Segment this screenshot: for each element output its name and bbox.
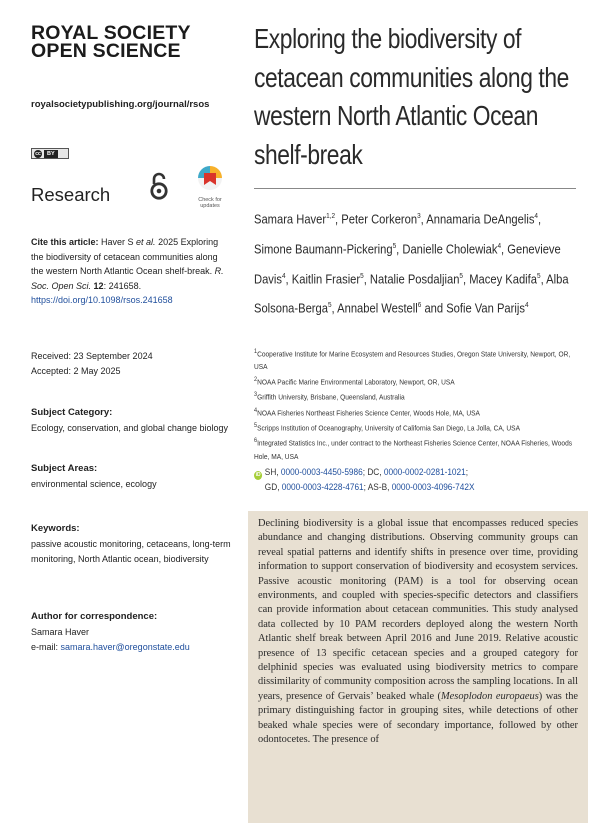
citation-journal: R. Soc. Open Sci. <box>31 266 224 291</box>
correspondence-email-line <box>31 640 236 655</box>
orcid-list: iD SH, 0000-0003-4450-5986; DC, 0000-0002-0281-1021; GD, 0000-0003-4228-4761; AS-B, 0000-0003-4096-742X <box>255 467 475 492</box>
journal-logo <box>31 24 231 60</box>
affiliation-number: 3 <box>254 391 258 399</box>
affiliation-item <box>254 435 576 463</box>
accepted-date: Accepted: 2 May 2025 <box>31 366 121 376</box>
author-name: Alba Solsona-Berga <box>254 270 569 316</box>
subject-category-label: Subject Category: <box>31 407 113 418</box>
dates-block <box>31 349 153 379</box>
citation-article-no: : 241658. <box>103 280 142 291</box>
author-list: Samara Haver$^{1,2}$, Peter Corkeron$^3$, Annamaria DeAngelis$^4$, Simone Baumann-Pickering$^5$, Danielle Cholewiak$^4$, Genevieve Davis$^4$, Kaitlin Frasier$^5$, Natalie Posdaljian$^5$, Macey Kadifa$^5$, Alba Solsona-Berga$^5$, Annabel Westell$^6$ and Sofie Van Parijs$^4$ <box>254 211 569 316</box>
citation-text-b: 2025 Exploring the biodiversity of cetacean communities along the western North Atlantic Ocean shelf-break. <box>31 237 219 276</box>
subject-areas-label: Subject Areas: <box>31 463 98 474</box>
affiliation-text: NOAA Fisheries Northeast Fisheries Science Center, Woods Hole, MA, USA <box>257 408 480 418</box>
cc-license-badge[interactable] <box>31 148 69 159</box>
author-name: Macey Kadifa <box>469 270 537 286</box>
citation-et-al: et al. <box>136 237 156 247</box>
affiliation-item <box>254 374 576 389</box>
citation-doi-link[interactable]: https://doi.org/10.1098/rsos.241658 <box>31 295 173 305</box>
citation-volume: 12 <box>93 280 104 291</box>
affiliation-number: 4 <box>254 406 258 414</box>
subject-areas-block <box>31 461 236 492</box>
author-name: Annamaria DeAngelis <box>426 211 535 227</box>
author-affiliation-marker: 5 <box>360 270 364 280</box>
orcid-icon: iD <box>255 472 261 478</box>
journal-name-line2: OPEN SCIENCE <box>31 40 181 62</box>
correspondence-email-link[interactable]: samara.haver@oregonstate.edu <box>60 642 190 652</box>
orcid-initials: AS-B <box>367 482 388 492</box>
received-date: Received: 23 September 2024 <box>31 351 153 361</box>
affiliation-number: 5 <box>254 421 258 429</box>
author-name: Genevieve Davis <box>254 241 561 286</box>
author-name: and Sofie Van Parijs <box>424 300 525 316</box>
author-affiliation-marker: 4 <box>281 270 286 280</box>
author-affiliation-marker: 5 <box>327 300 332 310</box>
author-affiliation-marker: 5 <box>536 270 541 280</box>
correspondence-name: Samara Haver <box>31 627 90 637</box>
affiliation-item <box>254 420 576 435</box>
affiliation-item <box>254 389 576 404</box>
affiliation-text: NOAA Pacific Marine Environmental Laboratory, Newport, OR, USA <box>257 377 455 387</box>
citation-text-a: Haver S <box>98 237 137 247</box>
journal-name-line1: ROYAL SOCIETY <box>31 22 191 44</box>
article-title: Exploring the biodiversity of cetacean communities along the western North Atlantic Ocean shelf-break <box>254 23 569 170</box>
cc-by-label: BY <box>44 150 58 158</box>
affiliation-number: 1 <box>254 348 258 355</box>
affiliation-item <box>254 346 576 374</box>
affiliation-list <box>254 346 576 463</box>
orcid-link[interactable]: 0000-0003-4450-5986 <box>280 467 363 477</box>
abstract-box <box>248 511 588 823</box>
author-name: Samara Haver <box>254 211 327 227</box>
subject-areas-value: environmental science, ecology <box>31 479 157 489</box>
author-affiliation-marker: 1,2 <box>326 211 336 220</box>
citation-label: Cite this article: <box>31 237 99 247</box>
affiliation-text: Scripps Institution of Oceanography, University of California San Diego, La Jolla, CA, USA <box>257 423 520 433</box>
affiliation-item <box>254 405 576 420</box>
author-name: Peter Corkeron <box>341 211 418 227</box>
subject-category-block <box>31 405 236 436</box>
author-affiliation-marker: 4 <box>524 300 529 310</box>
orcid-initials: DC <box>367 467 380 477</box>
author-affiliation-marker: 5 <box>392 240 397 250</box>
affiliation-text: Griffith University, Brisbane, Queensland, Australia <box>257 392 405 402</box>
abstract-text-b: ) was the primary distinguishing factor in grouping sites, while detections of other beaked whale species were of secondary importance, followed by other odontocetes. The presence of <box>258 690 579 746</box>
keywords-label: Keywords: <box>31 523 80 534</box>
orcid-link[interactable]: 0000-0003-4096-742X <box>391 482 475 492</box>
citation-block <box>31 235 231 308</box>
affiliation-number: 6 <box>254 437 258 445</box>
author-affiliation-marker: 6 <box>417 300 422 310</box>
author-affiliation-marker: 4 <box>534 211 539 220</box>
subject-category-value: Ecology, conservation, and global change biology <box>31 423 228 433</box>
check-for-updates-text: Check for updates <box>198 197 222 209</box>
keywords-block <box>31 521 231 567</box>
author-name: Danielle Cholewiak <box>402 241 498 257</box>
affiliation-text: Integrated Statistics Inc., under contract to the Northeast Fisheries Science Center, NOAA Fisheries, Woods Hole, MA, USA <box>254 438 573 461</box>
keywords-value: passive acoustic monitoring, cetaceans, long-term monitoring, North Atlantic ocean, biodiversity <box>31 539 231 564</box>
abstract-species: Mesoplodon europaeus <box>441 690 539 702</box>
affiliation-text: Cooperative Institute for Marine Ecosystem and Resources Studies, Oregon State University, Newport, OR, USA <box>254 349 571 372</box>
cc-icon: cc <box>35 150 41 157</box>
check-for-updates-badge[interactable] <box>190 165 230 209</box>
orcid-link[interactable]: 0000-0002-0281-1021 <box>383 467 466 477</box>
author-affiliation-marker: 3 <box>417 211 421 220</box>
orcid-link[interactable]: 0000-0003-4228-4761 <box>281 482 364 492</box>
author-name: Kaitlin Frasier <box>291 270 361 286</box>
author-name: Annabel Westell <box>337 300 418 316</box>
check-for-updates-icon <box>197 165 223 191</box>
orcid-initials: GD <box>264 482 278 492</box>
affiliation-number: 2 <box>254 376 258 384</box>
journal-url-link[interactable]: royalsocietypublishing.org/journal/rsos <box>31 99 210 110</box>
author-affiliation-marker: 5 <box>459 270 464 280</box>
orcid-initials: SH <box>264 467 277 477</box>
email-label: e-mail: <box>31 642 61 652</box>
author-name: Simone Baumann-Pickering <box>254 241 393 257</box>
author-name: Natalie Posdaljian <box>369 270 460 286</box>
correspondence-block <box>31 609 236 655</box>
correspondence-label: Author for correspondence: <box>31 611 158 622</box>
author-affiliation-marker: 4 <box>497 240 502 250</box>
abstract-text-a: Declining biodiversity is a global issue that encompasses reduced species abundance and changing distributions. Observing community groups can reveal spatial patterns and identify shifts in presence over time, providing information to support conservation of biodiversity and ecosystem services. Passive acoustic monitoring (PAM) is a tool for observing ocean environments, and coupled with species-specific detectors and classifiers can provide information about cetacean communities. This study analysed data collected by 10 PAM recorders deployed along the western North Atlantic shelf break between April 2016 and June 2019. Relative acoustic presence of 13 specific cetacean species and a grouped category for delphinid species was evaluated using biodiversity metrics to compare dissimilarity of community composition across the sampling locations. In all years, presence of Gervais’ beaked whale ( <box>258 518 578 702</box>
open-access-icon <box>148 171 170 201</box>
title-divider <box>254 188 576 189</box>
section-label: Research <box>31 184 111 205</box>
